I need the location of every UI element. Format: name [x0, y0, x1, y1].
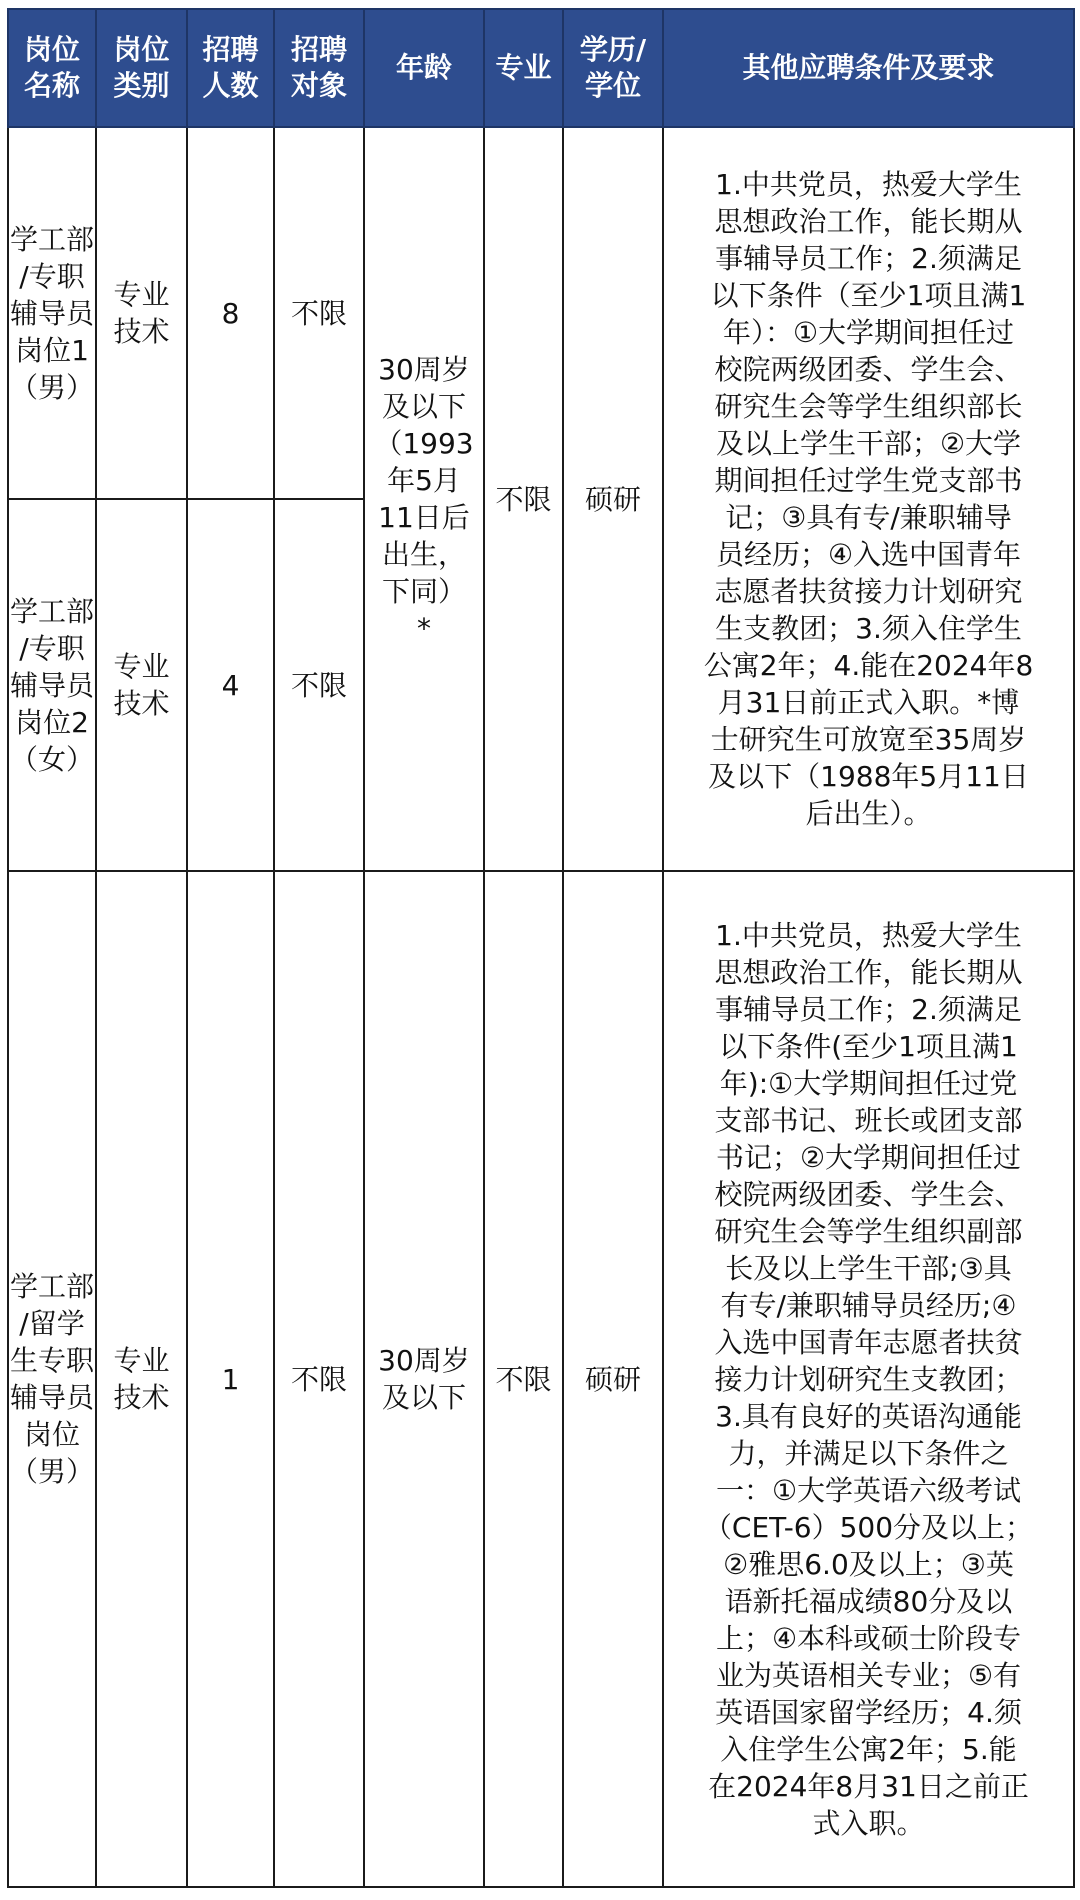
header-position-type: 岗位 类别 [96, 9, 187, 127]
row3-age: 30周岁 及以下 [364, 871, 484, 1887]
group1-age: 30周岁 及以下 （1993 年5月 11日后 出生， 下同） * [364, 127, 484, 871]
row1-position-type: 专业 技术 [96, 127, 187, 499]
header-degree: 学历/ 学位 [563, 9, 663, 127]
header-requirements: 其他应聘条件及要求 [663, 9, 1074, 127]
table-row [8, 127, 1074, 499]
row3-requirements: 1.中共党员，热爱大学生 思想政治工作，能长期从 事辅导员工作；2.须满足 以下条件(至少1项且满1 年):①大学期间担任过党 支部书记、班长或团支部 书记；②大学期间担任过 校院两级团委、学生会、 研究生会等学生组织副部 长及以上学生干部;③具 有专/兼职辅导员经历;④ 入选中国青年志愿者扶贫 接力计划研究生支教团； 3.具有良好的英语沟通能 力，并满足以下条件之 一：①大学英语六级考试 （CET-6）500分及以上； ②雅思6.0及以上；③英 语新托福成绩80分及以 上；④本科或硕士阶段专 业为英语相关专业；⑤有 英语国家留学经历；4.须 入住学生公寓2年；5.能 在2024年8月31日之前正 式入职。 [663, 871, 1074, 1887]
row3-headcount: 1 [187, 871, 274, 1887]
row3-degree: 硕研 [563, 871, 663, 1887]
row2-headcount: 4 [187, 499, 274, 871]
row3-major: 不限 [484, 871, 563, 1887]
row2-position-type: 专业 技术 [96, 499, 187, 871]
recruitment-table [7, 8, 1075, 1888]
header-age: 年龄 [364, 9, 484, 127]
row2-target: 不限 [274, 499, 364, 871]
table-header-row [8, 9, 1074, 127]
header-position-name: 岗位 名称 [8, 9, 96, 127]
table-row [8, 871, 1074, 1887]
header-headcount: 招聘 人数 [187, 9, 274, 127]
header-major: 专业 [484, 9, 563, 127]
header-target: 招聘 对象 [274, 9, 364, 127]
row2-position-name: 学工部 /专职 辅导员 岗位2 （女） [8, 499, 96, 871]
row1-target: 不限 [274, 127, 364, 499]
row1-headcount: 8 [187, 127, 274, 499]
group1-requirements: 1.中共党员，热爱大学生 思想政治工作，能长期从 事辅导员工作；2.须满足 以下条件（至少1项且满1 年）：①大学期间担任过 校院两级团委、学生会、 研究生会等学生组织部长 及以上学生干部；②大学 期间担任过学生党支部书 记；③具有专/兼职辅导 员经历；④入选中国青年 志愿者扶贫接力计划研究 生支教团；3.须入住学生 公寓2年；4.能在2024年8 月31日前正式入职。*博 士研究生可放宽至35周岁 及以下（1988年5月11日 后出生）。 [663, 127, 1074, 871]
row1-position-name: 学工部 /专职 辅导员 岗位1 （男） [8, 127, 96, 499]
group1-major: 不限 [484, 127, 563, 871]
row3-target: 不限 [274, 871, 364, 1887]
group1-degree: 硕研 [563, 127, 663, 871]
row3-position-type: 专业 技术 [96, 871, 187, 1887]
row3-position-name: 学工部 /留学 生专职 辅导员 岗位 （男） [8, 871, 96, 1887]
